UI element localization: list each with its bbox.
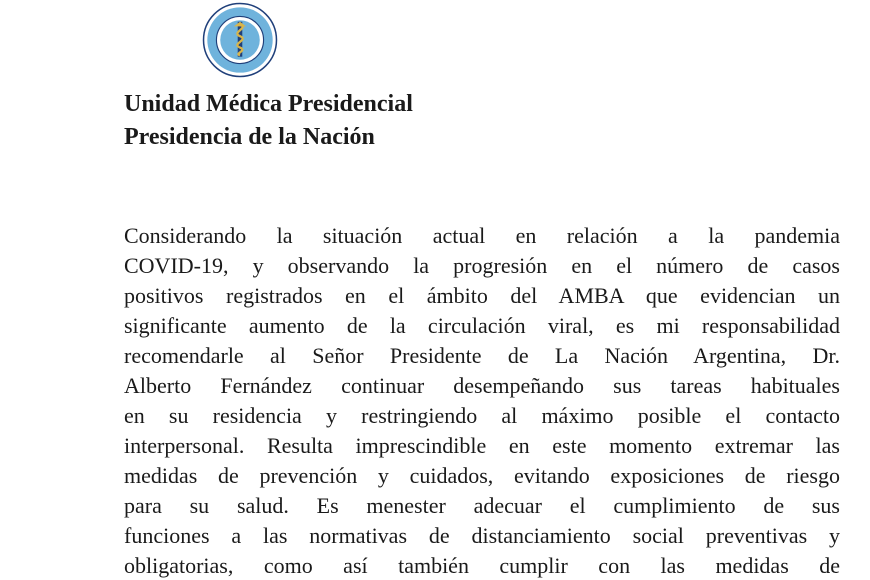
body-line: funciones a las normativas de distanciamiento social preventivas y	[124, 523, 840, 548]
medical-seal-logo	[202, 2, 278, 78]
body-line: obligatorias, como así también cumplir con las medidas de	[124, 553, 840, 578]
body-line: recomendarle al Señor Presidente de La Nación Argentina, Dr.	[124, 343, 840, 368]
body-line: COVID-19, y observando la progresión en el número de casos	[124, 253, 840, 278]
body-line: medidas de prevención y cuidados, evitando exposiciones de riesgo	[124, 463, 840, 488]
unit-name: Unidad Médica Presidencial	[124, 91, 413, 117]
body-line: interpersonal. Resulta imprescindible en este momento extremar las	[124, 433, 840, 458]
letter-body	[124, 221, 840, 580]
body-line: Alberto Fernández continuar desempeñando sus tareas habituales	[124, 373, 840, 398]
letterhead	[124, 88, 413, 154]
body-line: en su residencia y restringiendo al máximo posible el contacto	[124, 403, 840, 428]
body-line: significante aumento de la circulación viral, es mi responsabilidad	[124, 313, 840, 338]
body-line: Considerando la situación actual en relación a la pandemia	[124, 223, 840, 248]
presidency-name: Presidencia de la Nación	[124, 124, 375, 150]
body-line: para su salud. Es menester adecuar el cumplimiento de sus	[124, 493, 840, 518]
body-line: positivos registrados en el ámbito del AMBA que evidencian un	[124, 283, 840, 308]
